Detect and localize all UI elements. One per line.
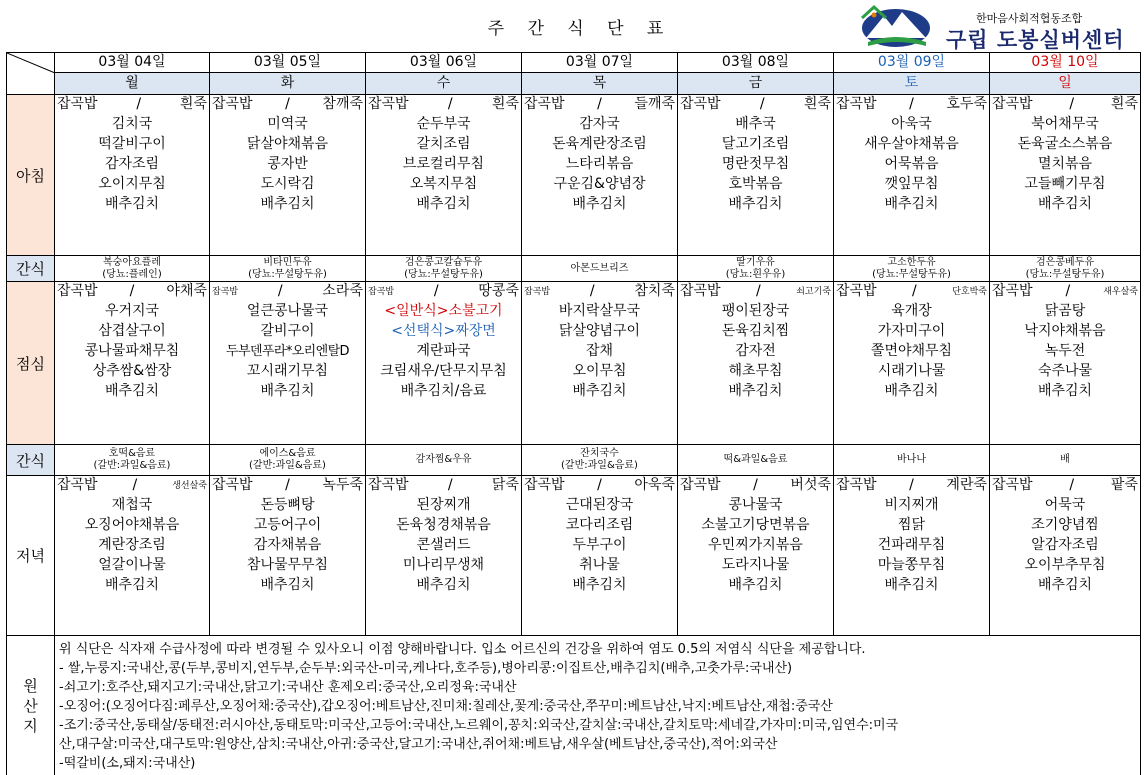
- org-sub-name: 한마음사회적협동조합: [976, 12, 1083, 25]
- menu-item: 배추김치: [1037, 196, 1093, 212]
- menu-item: 배추김치: [572, 196, 627, 212]
- menu-item: 배추국: [735, 116, 776, 132]
- snack2-label: 간식: [7, 445, 55, 476]
- snack2-cell: [834, 445, 990, 476]
- menu-item: 배추김치: [260, 577, 315, 593]
- menu-item: 배추김치: [728, 383, 783, 399]
- menu-item: 돈등뼈탕: [260, 497, 315, 513]
- porridge-label: 녹두죽: [322, 477, 363, 493]
- menu-item: 배추김치: [1037, 383, 1093, 399]
- rice-label: 잡곡밥: [992, 96, 1033, 112]
- dinner-row: [7, 476, 1141, 636]
- rice-porridge-line: [522, 95, 677, 115]
- dinner-cell: [55, 476, 210, 636]
- menu-item: 닭살야채볶음: [246, 136, 329, 152]
- snack1-label: 간식: [7, 256, 55, 282]
- menu-item: 우거지국: [104, 303, 160, 319]
- menu-item: 김치국: [111, 116, 153, 132]
- menu-item: 감자국: [579, 116, 620, 132]
- dinner-cell: [522, 476, 678, 636]
- dinner-cell: [366, 476, 522, 636]
- origin-label-text: 원산지: [23, 676, 38, 735]
- rice-label: 잡곡밥: [680, 477, 721, 493]
- coop-mark-icon: [860, 4, 888, 20]
- lunch-cell: [522, 282, 678, 445]
- rice-label: 잡곡밥: [992, 477, 1033, 493]
- weekday-row: [7, 73, 1141, 95]
- menu-item: 달고기조림: [721, 136, 790, 152]
- separator: /: [756, 283, 761, 299]
- menu-item: 배추김치: [104, 383, 160, 399]
- menu-item: 알감자조림: [1031, 537, 1099, 553]
- rice-label: 잡곡밥: [992, 283, 1033, 299]
- menu-item: 배추김치: [572, 383, 627, 399]
- porridge-label: 버섯죽: [790, 477, 831, 493]
- separator: /: [909, 477, 914, 493]
- date-tue: 03월 05일: [210, 53, 366, 73]
- menu-item: 재첩국: [111, 497, 153, 513]
- menu-item: 오이지무침: [98, 176, 166, 192]
- separator: /: [597, 96, 602, 112]
- porridge-label: 팥죽: [1110, 477, 1138, 493]
- snack-item: 딸기우유: [736, 256, 775, 268]
- date-wed: 03월 06일: [366, 53, 522, 73]
- snack-item: 검은콩베두유: [1036, 256, 1094, 268]
- porridge-label: 들깨죽: [634, 96, 675, 112]
- menu-item: 비지찌개: [884, 497, 939, 513]
- lunch-cell: [366, 282, 522, 445]
- separator: /: [909, 96, 914, 112]
- menu-item: 브로컬리무침: [402, 156, 485, 172]
- dinner-label: 저녁: [7, 476, 55, 636]
- lunch-row: [7, 282, 1141, 445]
- porridge-label: 흰죽: [491, 96, 519, 112]
- menu-item: 고등어구이: [253, 517, 322, 533]
- menu-item: 깻잎무침: [884, 176, 939, 192]
- porridge-label: 아욱죽: [634, 477, 675, 493]
- rice-label: 잡곡밥: [57, 477, 98, 493]
- snack2-cell: [678, 445, 834, 476]
- origin-line: -오징어:(오징어다짐:페루산,오징어채:중국산),갑오징어:베트남산,진미채:칠레산,꽃게:중국산,쭈꾸미:베트남산,낙지:베트남산,재첩:중국산: [59, 699, 833, 714]
- menu-item: 닭살양념구이: [558, 323, 641, 339]
- rice-label: 잡곡밥: [212, 477, 253, 493]
- dinner-cell: [990, 476, 1141, 636]
- rice-label: 잡곡밥: [524, 477, 565, 493]
- date-sun: 03월 10일: [990, 53, 1141, 73]
- menu-item: 삼겹살구이: [98, 323, 166, 339]
- menu-item: 콩나물국: [728, 497, 783, 513]
- rice-porridge-line: [522, 476, 677, 496]
- menu-item: 두부덴푸라*오리엔탈D: [226, 344, 349, 359]
- rice-label: 잡곡밥: [524, 287, 551, 297]
- separator: /: [277, 283, 283, 299]
- rice-label: 잡곡밥: [836, 477, 877, 493]
- date-row: [7, 53, 1141, 73]
- porridge-label: 쇠고기죽: [796, 287, 831, 297]
- separator: /: [1069, 96, 1075, 112]
- rice-porridge-line: [834, 282, 989, 302]
- snack1-row: [7, 256, 1141, 282]
- menu-item: 소불고기당면볶음: [701, 517, 810, 533]
- porridge-label: 호두죽: [946, 96, 987, 112]
- menu-item: 오복지무침: [409, 176, 478, 192]
- rice-label: 잡곡밥: [680, 96, 721, 112]
- menu-item: 두부구이: [572, 537, 627, 553]
- menu-item: 배추김치: [884, 196, 939, 212]
- menu-item: 아욱국: [891, 116, 932, 132]
- menu-item: 배추김치: [884, 577, 939, 593]
- snack-item: 감자찜&우유: [415, 454, 472, 465]
- menu-item: 얼큰콩나물국: [246, 303, 329, 319]
- snack-alt-item: (갈반:과일&음료): [561, 460, 638, 471]
- breakfast-cell: [366, 95, 522, 256]
- porridge-label: 흰죽: [803, 96, 831, 112]
- snack-alt-item: (당뇨:무설탕두유): [404, 268, 483, 280]
- snack-item: 배: [1060, 454, 1070, 465]
- menu-item: 취나물: [579, 557, 620, 573]
- menu-item: 가자미구이: [877, 323, 946, 339]
- menu-item: 도시락김: [260, 176, 315, 192]
- breakfast-label: 아침: [7, 95, 55, 256]
- rice-label: 잡곡밥: [368, 96, 409, 112]
- menu-item: 육개장: [891, 303, 932, 319]
- menu-item: 배추김치: [416, 577, 471, 593]
- separator: /: [447, 477, 453, 493]
- porridge-label: 생선살죽: [172, 481, 207, 491]
- menu-item: 콩자반: [267, 156, 308, 172]
- snack-alt-item: (당뇨:흰우유): [725, 268, 786, 280]
- menu-item: 코다리조림: [565, 517, 634, 533]
- menu-item: 계란장조림: [98, 537, 166, 553]
- rice-label: 잡곡밥: [212, 287, 239, 297]
- snack-item: 비타민두유: [263, 256, 312, 268]
- menu-item: 돈육계란장조림: [552, 136, 647, 152]
- page-title: 주 간 식 단 표: [487, 19, 673, 39]
- menu-item: 느타리볶음: [565, 156, 634, 172]
- rice-label: 잡곡밥: [57, 96, 98, 112]
- porridge-label: 참치죽: [634, 283, 675, 299]
- menu-item: 배추김치/음료: [400, 383, 487, 399]
- menu-item: 배추김치: [728, 577, 783, 593]
- origin-row: [7, 636, 1141, 775]
- menu-item: 순두부국: [416, 116, 471, 132]
- rice-porridge-line: [990, 95, 1140, 115]
- porridge-label: 흰죽: [1110, 96, 1138, 112]
- snack-alt-item: (당뇨:플레인): [102, 268, 162, 280]
- origin-line: -떡갈비(소,돼지:국내산): [59, 756, 196, 771]
- menu-item: 조기양념찜: [1031, 517, 1099, 533]
- menu-item: 콘샐러드: [416, 537, 471, 553]
- menu-item: 고들빼기무침: [1024, 176, 1106, 192]
- snack2-cell: [990, 445, 1141, 476]
- lunch-cell: [678, 282, 834, 445]
- menu-item: 배추김치: [728, 196, 783, 212]
- snack1-cell: [366, 256, 522, 282]
- menu-item: 구운김&양념장: [553, 176, 646, 192]
- menu-item: <선택식>짜장면: [391, 323, 496, 339]
- origin-notes: [55, 636, 1141, 775]
- lunch-cell: [55, 282, 210, 445]
- rice-porridge-line: [366, 282, 521, 302]
- menu-item: 배추김치: [1037, 577, 1093, 593]
- menu-item: 멸치볶음: [1037, 156, 1093, 172]
- dow-sun: 일: [990, 73, 1141, 95]
- rice-porridge-line: [678, 95, 833, 115]
- rice-porridge-line: [366, 95, 521, 115]
- menu-item: 배추김치: [104, 196, 160, 212]
- menu-item: 새우살야채볶음: [864, 136, 959, 152]
- snack1-cell: [990, 256, 1141, 282]
- menu-item: 북어채무국: [1031, 116, 1099, 132]
- snack-item: 잔치국수: [580, 448, 619, 459]
- date-fri: 03월 08일: [678, 53, 834, 73]
- snack-item: 아몬드브리즈: [570, 262, 629, 274]
- menu-item: 갈비구이: [260, 323, 315, 339]
- menu-item: 돈육굴소스볶음: [1017, 136, 1113, 152]
- snack1-cell: [834, 256, 990, 282]
- rice-porridge-line: [55, 95, 209, 115]
- separator: /: [285, 477, 290, 493]
- dow-tue: 화: [210, 73, 366, 95]
- origin-line: 위 식단은 식자재 수급사정에 따라 변경될 수 있사오니 이점 양해바랍니다. 입소 어르신의 건강을 위하여 염도 0.5의 저염식 식단을 제공합니다.: [59, 642, 866, 657]
- menu-item: 미나리무생채: [402, 557, 485, 573]
- menu-item: 팽이된장국: [721, 303, 790, 319]
- rice-label: 잡곡밥: [212, 96, 253, 112]
- rice-porridge-line: [522, 282, 677, 302]
- rice-porridge-line: [210, 95, 365, 115]
- separator: /: [597, 477, 602, 493]
- corner-cell: [7, 53, 55, 95]
- menu-item: 된장찌개: [416, 497, 471, 513]
- snack1-cell: [522, 256, 678, 282]
- snack1-cell: [55, 256, 210, 282]
- menu-item: 우민찌가지볶음: [708, 537, 803, 553]
- menu-item: 감자채볶음: [253, 537, 322, 553]
- menu-item: 녹두전: [1044, 343, 1086, 359]
- rice-porridge-line: [834, 476, 989, 496]
- separator: /: [912, 283, 917, 299]
- origin-line: 산,대구살:미국산,대구토막:원양산,삼치:국내산,아귀:중국산,달고기:국내산,쥐어채:베트남,새우살(베트남산,중국산),적어:외국산: [59, 737, 778, 752]
- menu-item: 찜닭: [897, 517, 926, 533]
- org-logo: [860, 4, 1140, 50]
- porridge-label: 새우살죽: [1103, 287, 1138, 297]
- rice-porridge-line: [990, 282, 1140, 302]
- date-sat: 03월 09일: [834, 53, 990, 73]
- dinner-cell: [678, 476, 834, 636]
- snack-item: 고소한두유: [887, 256, 936, 268]
- rice-porridge-line: [678, 476, 833, 496]
- separator: /: [285, 96, 290, 112]
- menu-item: 배추김치: [572, 577, 627, 593]
- menu-item: 마늘쫑무침: [877, 557, 946, 573]
- porridge-label: 닭죽: [491, 477, 519, 493]
- origin-label: [7, 636, 55, 775]
- breakfast-cell: [990, 95, 1141, 256]
- porridge-label: 땅콩죽: [478, 283, 519, 299]
- snack-alt-item: (갈반:과일&음료): [93, 460, 171, 471]
- menu-item: 어묵볶음: [884, 156, 939, 172]
- snack-alt-item: (당뇨:무설탕두유): [248, 268, 327, 280]
- menu-item: 잡채: [585, 343, 614, 359]
- menu-item: 배추김치: [416, 196, 471, 212]
- menu-item: 미역국: [267, 116, 308, 132]
- separator: /: [136, 96, 142, 112]
- menu-item: 갈치조림: [416, 136, 471, 152]
- menu-item: 떡갈비구이: [98, 136, 166, 152]
- rice-label: 잡곡밥: [836, 283, 877, 299]
- breakfast-row: [7, 95, 1141, 256]
- porridge-label: 소라죽: [322, 283, 363, 299]
- rice-label: 잡곡밥: [57, 283, 98, 299]
- menu-item: 꼬시래기무침: [246, 363, 329, 379]
- menu-item: 닭곰탕: [1044, 303, 1086, 319]
- separator: /: [1069, 477, 1075, 493]
- menu-item: 오이부추무침: [1024, 557, 1106, 573]
- menu-item: 참나물무무침: [246, 557, 329, 573]
- snack-item: 바나나: [897, 454, 926, 465]
- menu-item: 콩나물파채무침: [84, 343, 180, 359]
- menu-item: 배추김치: [260, 196, 315, 212]
- menu-item: 도라지나물: [721, 557, 790, 573]
- snack-item: 호떡&음료: [108, 448, 156, 459]
- menu-item: 어묵국: [1044, 497, 1086, 513]
- menu-item: 근대된장국: [565, 497, 634, 513]
- breakfast-cell: [522, 95, 678, 256]
- porridge-label: 단호박죽: [952, 287, 987, 297]
- rice-label: 잡곡밥: [368, 477, 409, 493]
- dow-sat: 토: [834, 73, 990, 95]
- menu-item: 건파래무침: [877, 537, 946, 553]
- rice-porridge-line: [210, 476, 365, 496]
- org-main-name: 구립 도봉실버센터: [946, 28, 1125, 52]
- lunch-label: 점심: [7, 282, 55, 445]
- separator: /: [589, 283, 595, 299]
- date-thu: 03월 07일: [522, 53, 678, 73]
- lunch-cell: [834, 282, 990, 445]
- rice-label: 잡곡밥: [836, 96, 877, 112]
- porridge-label: 계란죽: [946, 477, 987, 493]
- dinner-cell: [834, 476, 990, 636]
- snack-item: 검은콩고칼슘두유: [404, 256, 483, 268]
- snack2-cell: [366, 445, 522, 476]
- porridge-label: 야채죽: [166, 283, 207, 299]
- menu-item: 배추김치: [884, 383, 939, 399]
- dow-fri: 금: [678, 73, 834, 95]
- weekly-menu-table: [6, 52, 1141, 775]
- breakfast-cell: [210, 95, 366, 256]
- menu-item: 감자조림: [104, 156, 160, 172]
- menu-item: 상추쌈&쌈장: [92, 363, 172, 379]
- separator: /: [129, 283, 135, 299]
- separator: /: [433, 283, 439, 299]
- separator: /: [447, 96, 453, 112]
- corner-diagonal: [7, 53, 55, 94]
- separator: /: [753, 477, 758, 493]
- dow-mon: 월: [55, 73, 210, 95]
- rice-porridge-line: [366, 476, 521, 496]
- menu-item: 낙지야채볶음: [1024, 323, 1106, 339]
- rice-porridge-line: [210, 282, 365, 302]
- snack2-cell: [210, 445, 366, 476]
- origin-line: - 쌀,누룽지:국내산,콩(두부,콩비지,연두부,순두부:외국산-미국,케나다,호주등),병아리콩:이집트산,배추김치(배추,고춧가루:국내산): [59, 661, 793, 676]
- dinner-cell: [210, 476, 366, 636]
- breakfast-cell: [55, 95, 210, 256]
- menu-item: 명란젓무침: [721, 156, 790, 172]
- porridge-label: 흰죽: [179, 96, 207, 112]
- rice-label: 잡곡밥: [368, 287, 395, 297]
- snack-item: 에이스&음료: [259, 448, 316, 459]
- menu-item: 배추김치: [260, 383, 315, 399]
- snack-item: 떡&과일&음료: [723, 454, 788, 465]
- lunch-cell: [990, 282, 1141, 445]
- porridge-label: 참깨죽: [322, 96, 363, 112]
- menu-item: 호박볶음: [728, 176, 783, 192]
- menu-item: <일반식>소불고기: [384, 303, 503, 319]
- snack-alt-item: (갈반:과일&음료): [249, 460, 326, 471]
- dow-thu: 목: [522, 73, 678, 95]
- separator: /: [1065, 283, 1071, 299]
- menu-item: 돈육김치찜: [721, 323, 790, 339]
- menu-item: 오이무침: [572, 363, 627, 379]
- snack2-cell: [522, 445, 678, 476]
- menu-item: 배추김치: [104, 577, 160, 593]
- snack2-cell: [55, 445, 210, 476]
- breakfast-cell: [834, 95, 990, 256]
- separator: /: [132, 477, 138, 493]
- menu-item: 오징어야채볶음: [84, 517, 180, 533]
- menu-item: 숙주나물: [1037, 363, 1093, 379]
- menu-item: 시래기나물: [877, 363, 946, 379]
- snack-item: 복숭아요플레: [103, 256, 161, 268]
- dow-wed: 수: [366, 73, 522, 95]
- date-mon: 03월 04일: [55, 53, 210, 73]
- menu-item: 감자전: [735, 343, 776, 359]
- breakfast-cell: [678, 95, 834, 256]
- snack1-cell: [678, 256, 834, 282]
- menu-item: 바지락살무국: [558, 303, 641, 319]
- menu-item: 쫄면야채무침: [870, 343, 953, 359]
- rice-label: 잡곡밥: [680, 283, 721, 299]
- menu-item: 돈육청경채볶음: [396, 517, 491, 533]
- rice-porridge-line: [834, 95, 989, 115]
- menu-item: 계란파국: [416, 343, 471, 359]
- snack-alt-item: (당뇨:무설탕두유): [1025, 268, 1105, 280]
- menu-item: 해초무침: [728, 363, 783, 379]
- rice-label: 잡곡밥: [524, 96, 565, 112]
- menu-item: 얼갈이나물: [98, 557, 166, 573]
- origin-line: -쇠고기:호주산,돼지고기:국내산,닭고기:국내산 훈제오리:중국산,오리정육:국내산: [59, 680, 517, 695]
- separator: /: [759, 96, 765, 112]
- origin-line: -조기:중국산,동태살/동태전:러시아산,동태토막:미국산,고등어:국내산,노르웨이,꽁치:외국산,갈치살:국내산,갈치토막:세네갈,가자미:미국,임연수:미국: [59, 718, 899, 733]
- snack1-cell: [210, 256, 366, 282]
- rice-porridge-line: [990, 476, 1140, 496]
- snack-alt-item: (당뇨:무설탕두유): [872, 268, 951, 280]
- rice-porridge-line: [678, 282, 833, 302]
- menu-item: 크림새우/단무지무침: [380, 363, 507, 379]
- rice-porridge-line: [55, 476, 209, 496]
- snack2-row: [7, 445, 1141, 476]
- rice-porridge-line: [55, 282, 209, 302]
- lunch-cell: [210, 282, 366, 445]
